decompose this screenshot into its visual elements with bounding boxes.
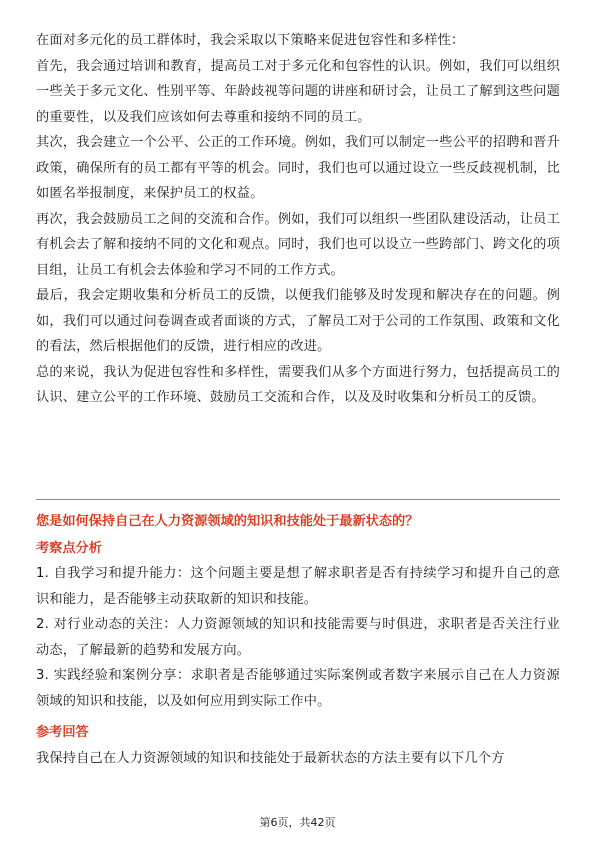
reference-answer-text: 我保持自己在人力资源领域的知识和技能处于最新状态的方法主要有以下几个方 (36, 750, 505, 766)
analysis-item-3: 3. 实践经验和案例分享：求职者是否能够通过实际案例或者数字来展示自己在人力资源领域的知识和技能，以及如何应用到实际工作中。 (36, 668, 560, 709)
strategy-paragraph-fair-environment: 其次，我会建立一个公平、公正的工作环境。例如，我们可以制定一些公平的招聘和晋升政策，确保所有的员工都有平等的机会。同时，我们也可以通过设立一些反歧视机制，比如匿名举报制度，来保护员工的权益。 (36, 135, 560, 201)
analysis-item-2: 2. 对行业动态的关注：人力资源领域的知识和技能需要与时俱进，求职者是否关注行业动态，了解最新的趋势和发展方向。 (36, 617, 560, 658)
reference-heading: 参考回答 (36, 725, 89, 740)
strategy-paragraph-communication: 再次，我会鼓励员工之间的交流和合作。例如，我们可以组织一些团队建设活动，让员工有机会去了解和接纳不同的文化和观点。同时，我们也可以设立一些跨部门、跨文化的项目组，让员工有机会去体验和学习不同的工作方式。 (36, 211, 560, 278)
analysis-heading: 考察点分析 (36, 540, 102, 556)
section-divider (36, 499, 560, 500)
intro-paragraph: 在面对多元化的员工群体时，我会采取以下策略来促进包容性和多样性： (36, 33, 465, 48)
strategy-paragraph-training: 首先，我会通过培训和教育，提高员工对于多元化和包容性的认识。例如，我们可以组织一些关于多元文化、性别平等、年龄歧视等问题的讲座和研讨会，让员工了解到这些问题的重要性，以及我们应该如何去尊重和接纳不同的员工。 (36, 58, 560, 125)
summary-paragraph: 总的来说，我认为促进包容性和多样性，需要我们从多个方面进行努力，包括提高员工的认识、建立公平的工作环境、鼓励员工交流和合作，以及及时收集和分析员工的反馈。 (36, 364, 560, 405)
question-title: 您是如何保持自己在人力资源领域的知识和技能处于最新状态的？ (36, 514, 419, 529)
strategy-paragraph-feedback: 最后，我会定期收集和分析员工的反馈，以便我们能够及时发现和解决存在的问题。例如，我们可以通过问卷调查或者面谈的方式，了解员工对于公司的工作氛围、政策和文化的看法，然后根据他们的反馈，进行相应的改进。 (36, 288, 560, 354)
page-number: 第6页，共42页 (259, 816, 336, 829)
analysis-item-1: 1. 自我学习和提升能力：这个问题主要是想了解求职者是否有持续学习和提升自己的意识和能力，是否能够主动获取新的知识和技能。 (36, 566, 560, 607)
question-section (36, 509, 560, 771)
body-text (36, 28, 560, 411)
